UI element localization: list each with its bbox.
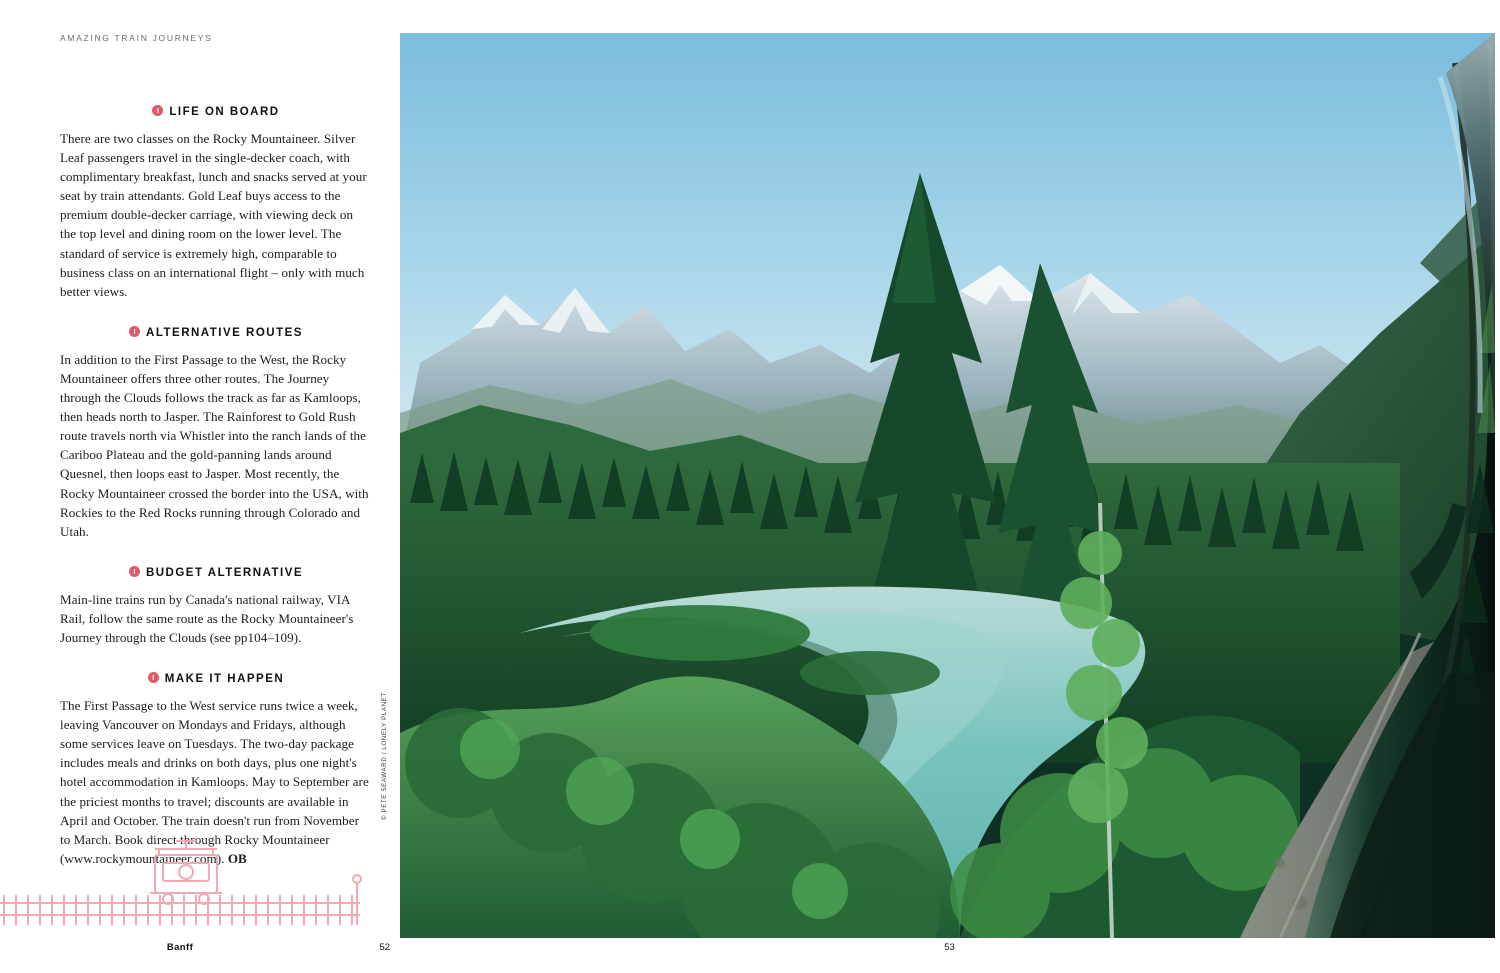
section-heading-life-on-board bbox=[60, 105, 372, 118]
spacer bbox=[60, 647, 372, 672]
section-heading-text: BUDGET ALTERNATIVE bbox=[145, 566, 304, 579]
page-number-right: 53 bbox=[944, 942, 955, 953]
section-paragraph: There are two classes on the Rocky Mountaineer. Silver Leaf passengers travel in the single-decker coach, with complimentary breakfast, lunch and snacks served at your seat by train attendants. Gold Leaf buys access to the premium double-decker carriage, with viewing deck on the top level and dining room on the lower level. The standard of service is extremely high, comparable to business class on an international flight – only with much better views. bbox=[60, 131, 367, 299]
section-bullet-icon: I bbox=[129, 566, 140, 577]
left-page bbox=[0, 0, 399, 973]
page-number-left: 52 bbox=[379, 942, 390, 953]
running-head: AMAZING TRAIN JOURNEYS bbox=[60, 33, 213, 43]
section-paragraph: Main-line trains run by Canada's national railway, VIA Rail, follow the same route as the Rocky Mountaineer's Journey through the Clouds (see pp104–109). bbox=[60, 591, 354, 645]
section-paragraph: In addition to the First Passage to the West, the Rocky Mountaineer offers three other routes. The Journey through the Clouds follows the track as far as Kamloops, then heads north to Jasper. The Rainforest to Gold Rush route travels north via Whistler into the ranch lands of the Cariboo Plateau and the gold-panning lands around Quesnel, then loops east to Jasper. Most recently, the Rocky Mountaineer crossed the border into the USA, with Rockies to the Red Rocks running through Colorado and Utah. bbox=[60, 351, 369, 539]
train-illustration bbox=[0, 825, 399, 945]
right-page bbox=[399, 0, 1500, 973]
section-heading-text: ALTERNATIVE ROUTES bbox=[146, 326, 303, 339]
section-paragraph-text: The First Passage to the West service runs twice a week, leaving Vancouver on Mondays and Fridays, although some services leave on Tuesdays. The two-day package includes meals and drinks on both days, plus one night's hotel accommodation in Kamloops. May to September are the priciest months to travel; discounts are available in April and October. The train doesn't run from November to March. Book direct through Rocky Mountaineer (www.rockymountaineer.com). bbox=[60, 698, 369, 866]
section-heading-alternative-routes bbox=[60, 326, 372, 339]
spacer bbox=[60, 301, 372, 326]
figure-caption: Banff bbox=[166, 942, 194, 953]
photograph bbox=[400, 33, 1495, 938]
section-heading-text: LIFE ON BOARD bbox=[169, 106, 280, 118]
section-bullet-icon: I bbox=[148, 672, 159, 683]
photo-credit: © PETE SEAWARD / LONELY PLANET bbox=[381, 692, 388, 820]
section-bullet-icon: I bbox=[129, 326, 140, 337]
section-bullet-icon: I bbox=[152, 105, 163, 116]
author-initials: OB bbox=[227, 850, 247, 866]
section-heading-make-it-happen bbox=[60, 672, 372, 685]
section-heading-text: MAKE IT HAPPEN bbox=[164, 673, 285, 686]
spacer bbox=[60, 541, 372, 566]
text-column bbox=[60, 105, 372, 868]
section-heading-budget-alternative bbox=[60, 566, 372, 579]
